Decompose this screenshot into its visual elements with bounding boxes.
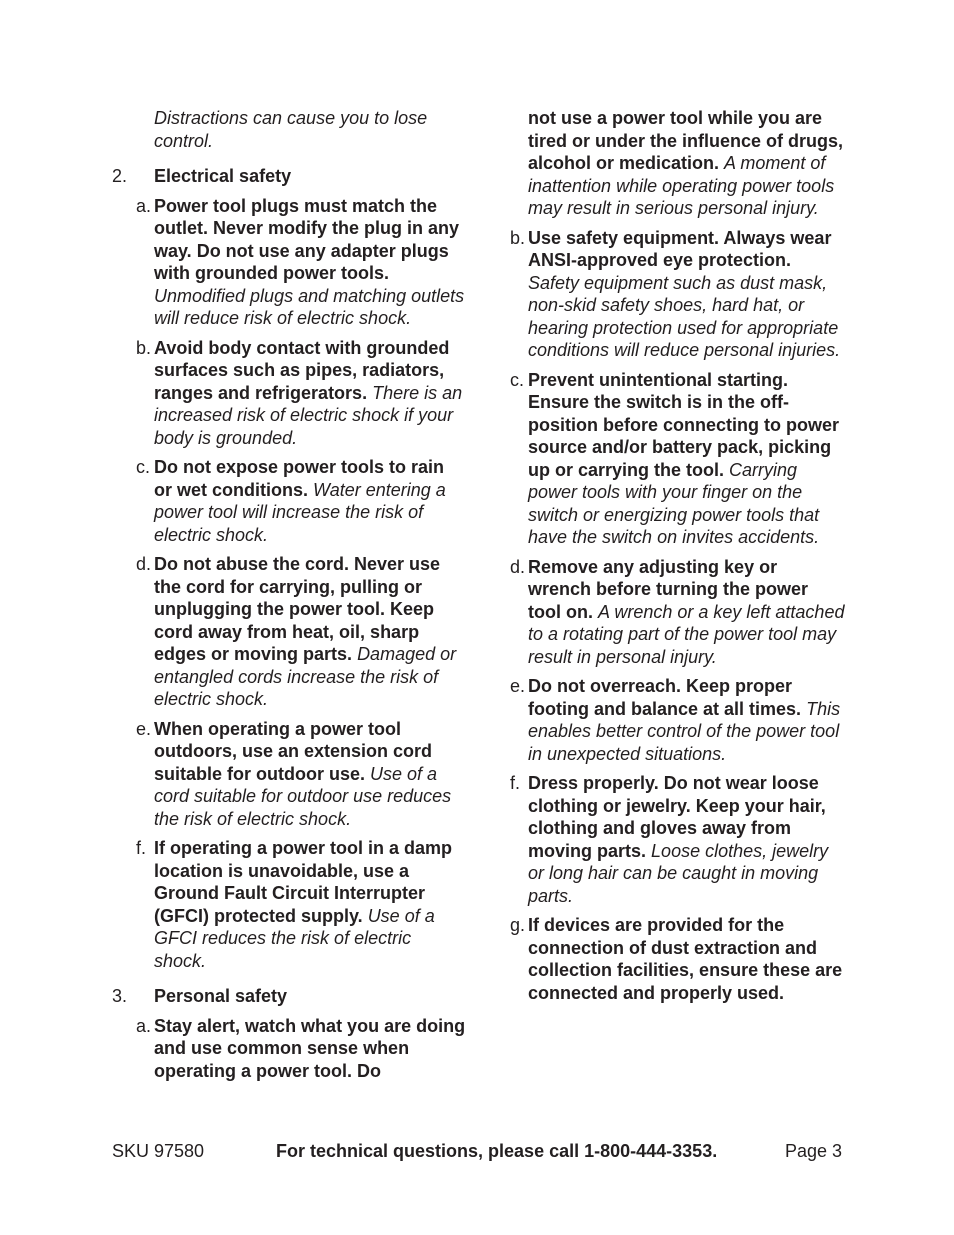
list-item (112, 553, 467, 711)
item-instruction: Stay alert, watch what you are doing and use common sense when operating a power tool. Do (154, 1015, 466, 1081)
section-number: 3. (112, 986, 128, 1006)
item-letter: f. (136, 838, 147, 858)
section-personal-safety (112, 985, 467, 1008)
section-number: 2. (112, 166, 128, 186)
item-explanation: There is an increased risk of electric shock if your body is grounded. (154, 382, 463, 448)
item-instruction: Prevent unintentional starting. Ensure the switch is in the off-position before connecting to power source and/or battery pack, picking up or carrying the tool. (528, 369, 840, 480)
item-explanation: A wrench or a key left attached to a rotating part of the power tool may result in personal injury. (528, 601, 845, 667)
continued-item (510, 107, 845, 220)
list-item (510, 227, 845, 362)
item-instruction: If devices are provided for the connection of dust extraction and collection facilities, ensure these are connected and properly used. (528, 915, 843, 1003)
section-title: Electrical safety (154, 166, 292, 186)
continuation-text: Distractions can cause you to lose control. (154, 108, 428, 151)
page-number: Page 3 (784, 1141, 842, 1161)
list-item (112, 837, 467, 972)
item-letter: a. (136, 1015, 152, 1036)
item-instruction: not use a power tool while you are tired or under the influence of drugs, alcohol or medication. (528, 108, 844, 173)
item-explanation: Use of a GFCI reduces the risk of electric shock. (154, 905, 435, 971)
item-explanation: Water entering a power tool will increase the risk of electric shock. (154, 479, 446, 545)
list-item (510, 556, 845, 669)
right-column (510, 107, 845, 1011)
list-item (112, 1015, 467, 1083)
item-instruction: Dress properly. Do not wear loose clothing or jewelry. Keep your hair, clothing and gloves away from moving parts. (528, 773, 826, 861)
item-explanation: Unmodified plugs and matching outlets will reduce risk of electric shock. (154, 285, 465, 328)
item-letter: a. (136, 195, 152, 216)
list-item (112, 718, 467, 831)
item-letter: d. (510, 556, 526, 577)
list-item (112, 195, 467, 330)
item-instruction: Do not abuse the cord. Never use the cord for carrying, pulling or unplugging the power tool. Keep cord away from heat, oil, sharp edges or moving parts. (154, 554, 441, 664)
item-letter: c. (136, 457, 151, 477)
section-electrical-safety (112, 165, 467, 188)
item-instruction: Use safety equipment. Always wear ANSI-approved eye protection. (528, 227, 832, 270)
item-instruction: When operating a power tool outdoors, use an extension cord suitable for outdoor use. (154, 718, 433, 784)
item-letter: b. (510, 227, 526, 248)
item-letter: e. (510, 676, 526, 696)
item-explanation: Safety equipment such as dust mask, non-skid safety shoes, hard hat, or hearing protection used for appropriate conditions will reduce personal injuries. (528, 272, 841, 360)
item-instruction: Do not overreach. Keep proper footing and balance at all times. (528, 676, 802, 719)
item-letter: b. (136, 337, 152, 358)
item-letter: d. (136, 554, 152, 574)
item-instruction: Power tool plugs must match the outlet. Never modify the plug in any way. Do not use any adapter plugs with grounded power tools. (154, 195, 460, 283)
left-column (112, 107, 467, 1089)
item-explanation: A moment of inattention while operating power tools may result in serious personal injury. (528, 153, 835, 218)
section-title: Personal safety (154, 986, 288, 1006)
tech-support-line: For technical questions, please call 1-800-444-3353. (276, 1141, 718, 1161)
item-explanation: Loose clothes, jewelry or long hair can be caught in moving parts. (528, 840, 829, 906)
item-explanation: This enables better control of the power tool in unexpected situations. (528, 698, 841, 764)
item-instruction: Avoid body contact with grounded surfaces such as pipes, radiators, ranges and refrigerators. (154, 337, 450, 403)
list-item (510, 914, 845, 1004)
item-letter: e. (136, 718, 152, 739)
item-letter: c. (510, 369, 525, 390)
page-footer (112, 1140, 842, 1164)
list-item (510, 369, 845, 549)
list-item (112, 337, 467, 450)
item-instruction: Do not expose power tools to rain or wet conditions. (154, 457, 445, 500)
list-item (510, 675, 845, 765)
item-instruction: Remove any adjusting key or wrench before turning the power tool on. (528, 556, 809, 622)
item-letter: f. (510, 773, 521, 793)
item-explanation: Damaged or entangled cords increase the risk of electric shock. (154, 644, 457, 709)
list-item (510, 772, 845, 907)
list-item (112, 456, 467, 546)
item-explanation: Carrying power tools with your finger on the switch or energizing power tools that have the switch on invites accidents. (528, 459, 820, 547)
item-instruction: If operating a power tool in a damp location is unavoidable, use a Ground Fault Circuit Interrupter (GFCI) protected supply. (154, 838, 453, 926)
item-explanation: Use of a cord suitable for outdoor use reduces the risk of electric shock. (154, 763, 452, 829)
sku-label: SKU 97580 (112, 1141, 205, 1161)
item-letter: g. (510, 915, 526, 935)
